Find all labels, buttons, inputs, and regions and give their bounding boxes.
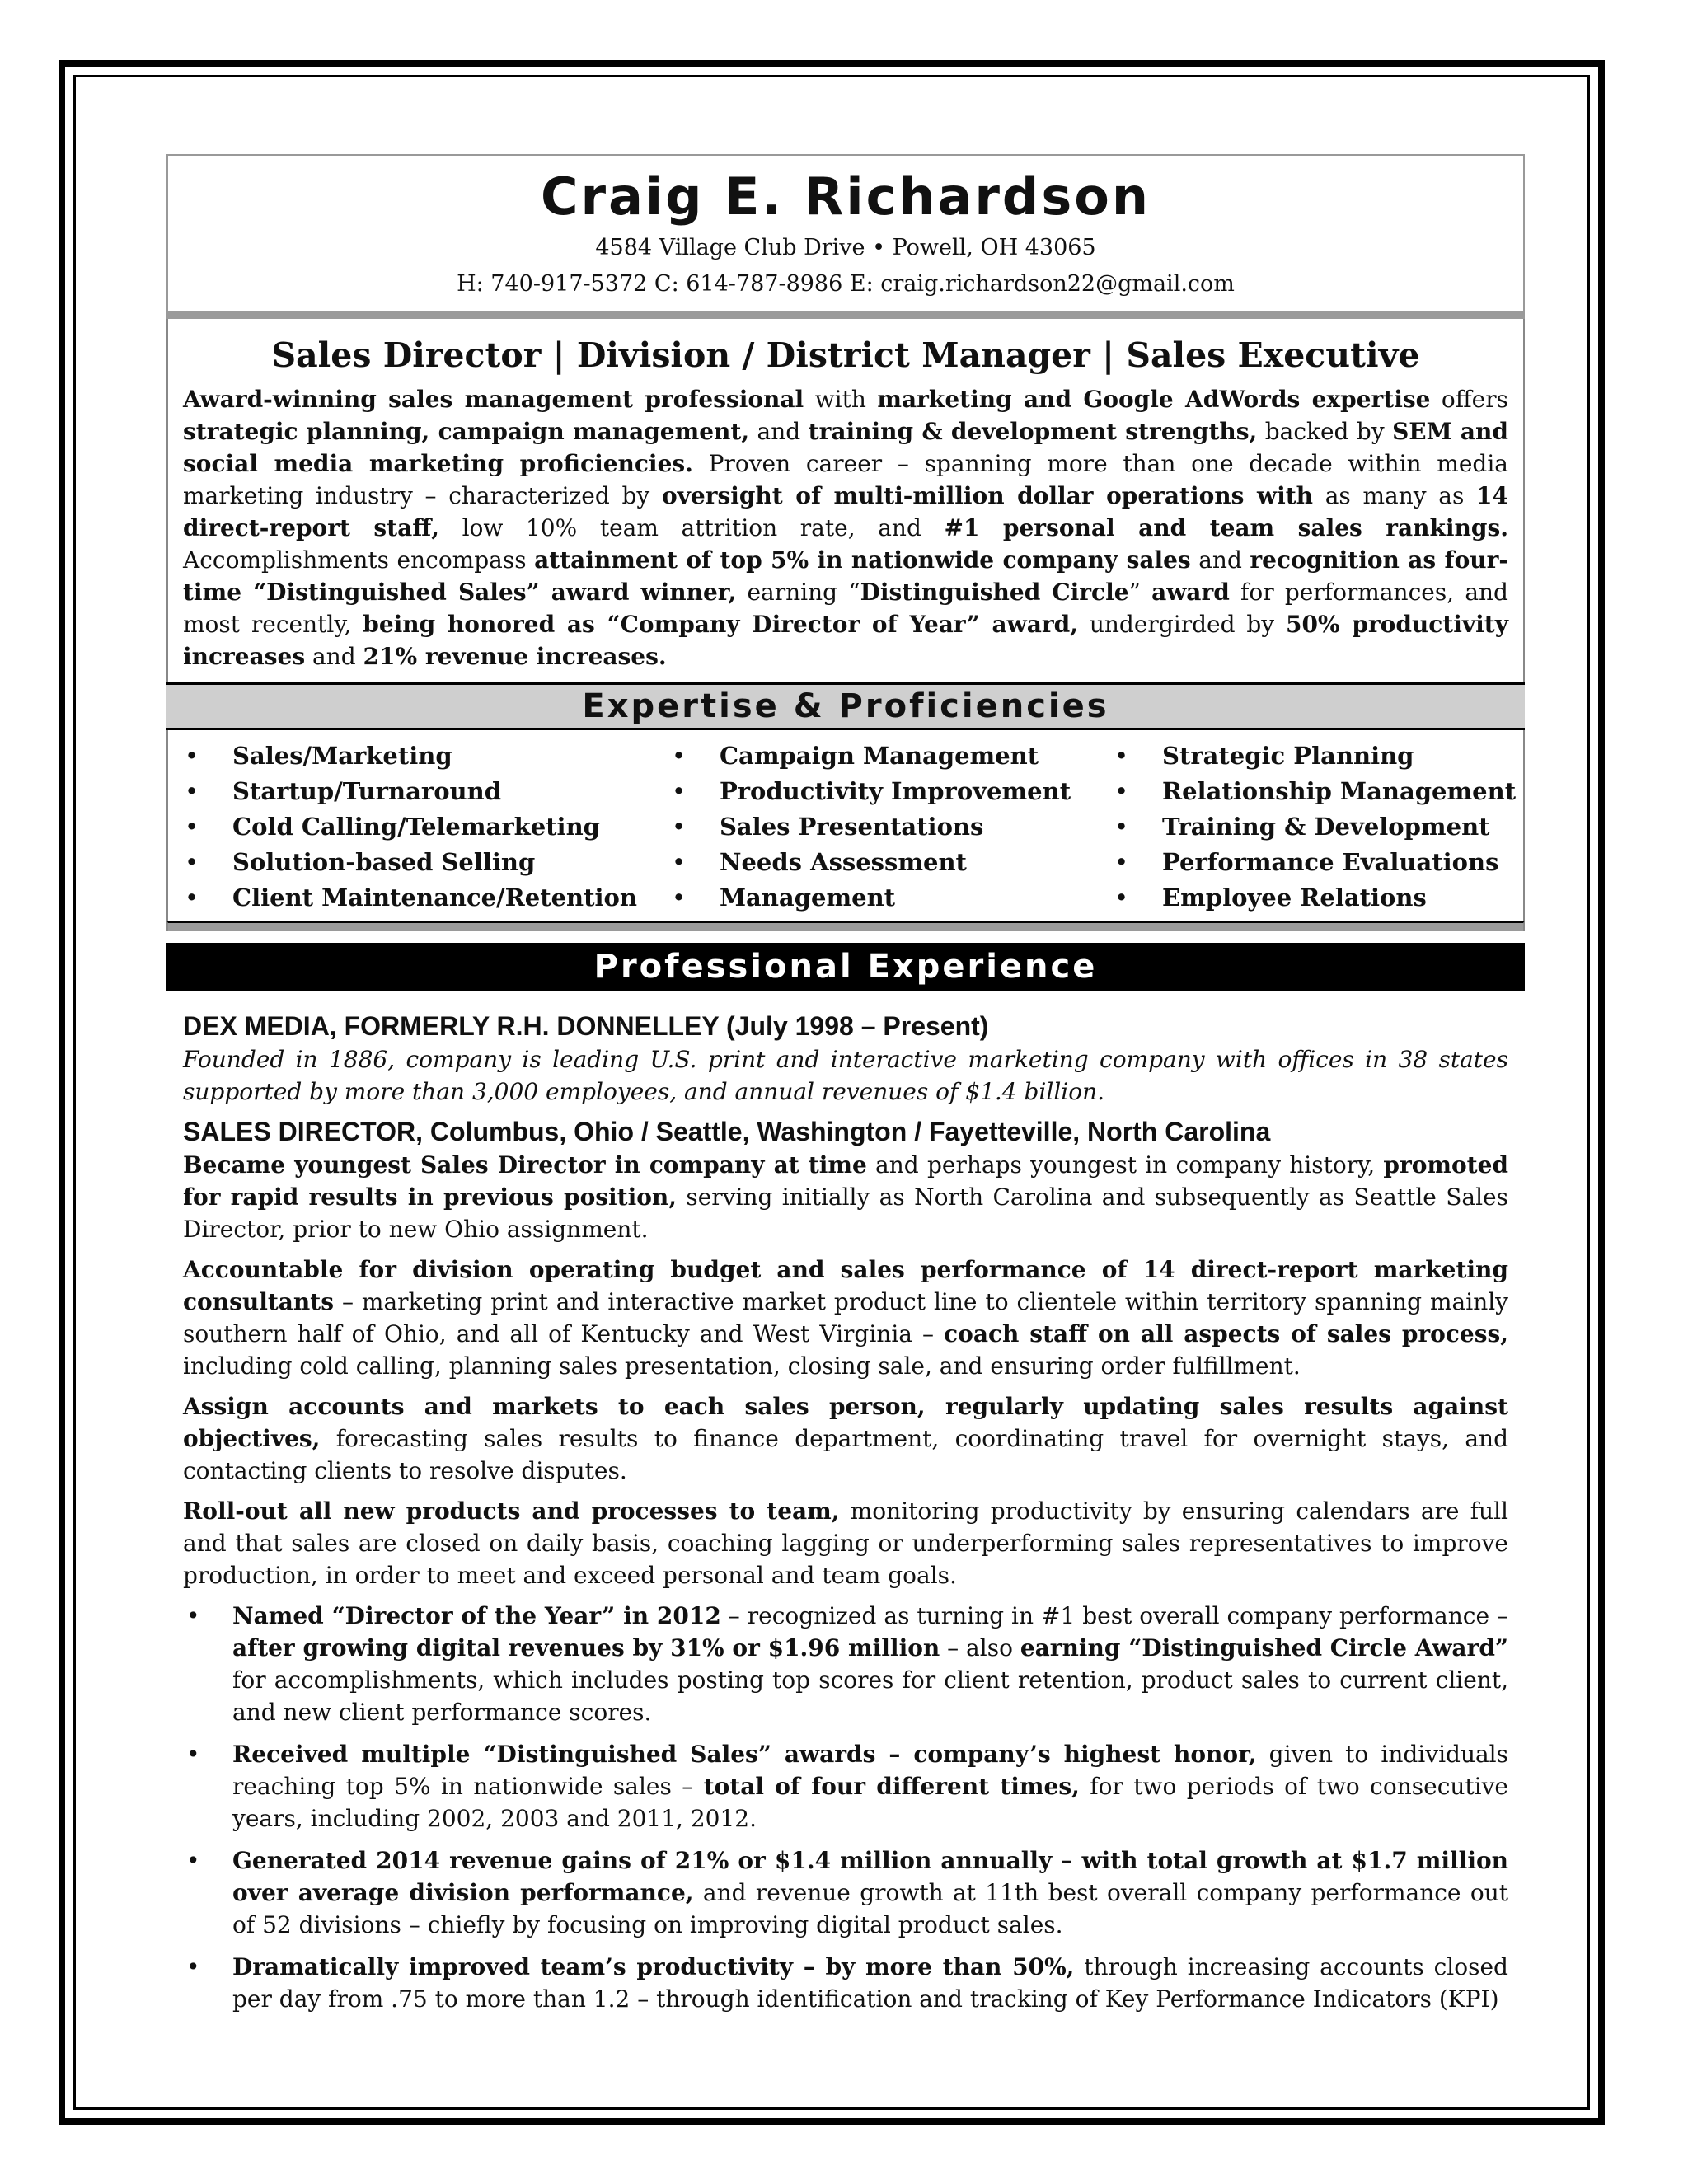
body-text: monitoring productivity by ensuring calendars are full and that sales are closed on daily basis, coaching lagging or underperforming sales representatives to improve production, in order to meet and exceed personal and team goals. bbox=[183, 1497, 1508, 1589]
bold-text: after growing digital revenues by 31% or $1.96 million bbox=[232, 1634, 940, 1661]
skill-item bbox=[1113, 845, 1508, 880]
bold-text: award bbox=[1151, 579, 1230, 606]
bold-text: strategic planning, campaign management, bbox=[183, 418, 750, 445]
bullet-icon: • bbox=[1114, 813, 1129, 841]
achievements-list bbox=[183, 1600, 1508, 2015]
skill-item bbox=[670, 774, 1113, 809]
skill-item bbox=[670, 809, 1113, 845]
bold-text: 50% productivity increases bbox=[183, 611, 1508, 670]
body-text: and perhaps youngest in company history, bbox=[866, 1151, 1384, 1179]
body-text: backed by bbox=[1257, 418, 1393, 445]
job-title: SALES DIRECTOR, Columbus, Ohio / Seattle, Washington / Fayetteville, North Carolina bbox=[183, 1117, 1271, 1146]
skill-label: Productivity Improvement bbox=[719, 777, 1071, 805]
skill-item bbox=[183, 809, 670, 845]
skill-label: Startup/Turnaround bbox=[232, 777, 501, 805]
bold-text: promoted for rapid results in previous position, bbox=[183, 1151, 1509, 1211]
achievement-item bbox=[183, 1600, 1508, 1728]
skill-label: Management bbox=[719, 883, 896, 912]
skills-column bbox=[183, 738, 670, 916]
body-text: through increasing accounts closed per day from .75 to more than 1.2 – through identification and tracking of Key Performance Indicators (KPI) bbox=[232, 1953, 1508, 2013]
bold-text: Distinguished Circle bbox=[860, 579, 1129, 606]
bold-text: Generated 2014 revenue gains of 21% or $1.4 million annually – with total growth at $1.7 million over average division performance, bbox=[232, 1847, 1508, 1906]
bold-text: Roll-out all new products and processes to team, bbox=[183, 1497, 840, 1525]
responsibility-paragraph bbox=[183, 1390, 1508, 1487]
skill-label: Campaign Management bbox=[719, 742, 1039, 770]
bold-text: Award-winning sales management professional bbox=[183, 386, 804, 413]
bold-text: Dramatically improved team’s productivity – by more than 50%, bbox=[232, 1953, 1075, 1980]
bullet-icon: • bbox=[1114, 848, 1129, 876]
body-text: and bbox=[749, 418, 809, 445]
contact-info: H: 740-917-5372 C: 614-787-8986 E: craig.richardson22@gmail.com bbox=[457, 271, 1235, 297]
bullet-icon: • bbox=[671, 813, 687, 841]
body-text: given to individuals reaching top 5% in nationwide sales – bbox=[232, 1741, 1508, 1800]
body-text: earning “ bbox=[736, 579, 860, 606]
bullet-icon: • bbox=[1114, 883, 1129, 912]
expertise-list bbox=[166, 730, 1525, 921]
bullet-icon: • bbox=[1114, 777, 1129, 805]
skill-label: Employee Relations bbox=[1162, 883, 1427, 912]
expertise-heading: Expertise & Proficiencies bbox=[166, 682, 1525, 730]
body-text: Accomplishments encompass bbox=[183, 546, 535, 574]
achievement-item bbox=[183, 1738, 1508, 1835]
skill-label: Training & Development bbox=[1162, 813, 1490, 841]
skill-label: Needs Assessment bbox=[719, 848, 967, 876]
bold-text: Became youngest Sales Director in company at time bbox=[183, 1151, 867, 1179]
bold-text: total of four different times, bbox=[703, 1773, 1080, 1800]
target-headline: Sales Director | Division / District Manager | Sales Executive bbox=[271, 335, 1420, 375]
body-text: undergirded by bbox=[1077, 611, 1287, 638]
bullet-icon: • bbox=[185, 813, 199, 841]
body-text: Proven career – spanning more than one decade within media marketing industry – characterized by bbox=[183, 450, 1508, 509]
body-text: serving initially as North Carolina and subsequently as Seattle Sales Director, prior to new Ohio assignment. bbox=[183, 1183, 1508, 1243]
summary-paragraph bbox=[183, 383, 1508, 673]
bold-text: 21% revenue increases. bbox=[363, 643, 667, 670]
skill-item bbox=[670, 880, 1113, 916]
body-text: and revenue growth at 11th best overall company performance out of 52 divisions – chiefly by focusing on improving digital product sales. bbox=[232, 1879, 1508, 1938]
candidate-name: Craig E. Richardson bbox=[541, 166, 1151, 227]
achievement-item bbox=[183, 1951, 1508, 2015]
company-title: DEX MEDIA, FORMERLY R.H. DONNELLEY (July 1998 – Present) bbox=[183, 1011, 989, 1041]
skill-label: Sales/Marketing bbox=[232, 742, 452, 770]
skill-item bbox=[1113, 809, 1508, 845]
bold-text: Named “Director of the Year” in 2012 bbox=[232, 1602, 721, 1629]
skill-item bbox=[183, 880, 670, 916]
achievement-item bbox=[183, 1844, 1508, 1941]
bold-text: 14 direct-report staff, bbox=[183, 482, 1509, 541]
skill-label: Relationship Management bbox=[1162, 777, 1517, 805]
skill-item bbox=[1113, 774, 1517, 809]
body-text: for accomplishments, which includes posting top scores for client retention, product sales to current client, and new client performance scores. bbox=[232, 1666, 1508, 1726]
resume-sheet bbox=[166, 154, 1525, 2025]
body-text: and bbox=[1190, 546, 1250, 574]
body-text: low 10% team attrition rate, and bbox=[438, 514, 945, 541]
skill-item bbox=[1113, 738, 1508, 774]
skill-label: Performance Evaluations bbox=[1162, 848, 1499, 876]
bold-text: marketing and Google AdWords expertise bbox=[877, 386, 1431, 413]
responsibility-paragraph bbox=[183, 1149, 1508, 1245]
bold-text: #1 personal and team sales rankings. bbox=[944, 514, 1508, 541]
summary-section bbox=[166, 319, 1525, 682]
skill-item bbox=[183, 845, 670, 880]
company-description: Founded in 1886, company is leading U.S. print and interactive marketing company with offices in 38 states supported by more than 3,000 employees, and annual revenues of $1.4 billion. bbox=[183, 1046, 1508, 1105]
experience-heading: Professional Experience bbox=[166, 943, 1525, 991]
bullet-icon: • bbox=[186, 1953, 200, 1980]
bullet-icon: • bbox=[185, 848, 199, 876]
bold-text: being honored as “Company Director of Year” award, bbox=[363, 611, 1078, 638]
body-text: ” bbox=[1128, 579, 1152, 606]
skill-item bbox=[1113, 880, 1508, 916]
responsibilities bbox=[183, 1149, 1508, 1591]
header-divider bbox=[166, 311, 1525, 319]
body-text: – marketing print and interactive market product line to clientele within territory spanning mainly southern half of Ohio, and all of Kentucky and West Virginia – bbox=[183, 1288, 1508, 1347]
body-text: including cold calling, planning sales presentation, closing sale, and ensuring order fulfillment. bbox=[183, 1352, 1301, 1380]
skill-label: Client Maintenance/Retention bbox=[232, 883, 637, 912]
bullet-icon: • bbox=[185, 777, 199, 805]
experience-section bbox=[166, 991, 1525, 2015]
bullet-icon: • bbox=[186, 1602, 200, 1629]
skill-label: Solution-based Selling bbox=[232, 848, 536, 876]
body-text: for two periods of two consecutive years, including 2002, 2003 and 2011, 2012. bbox=[232, 1773, 1509, 1832]
body-text: forecasting sales results to finance department, coordinating travel for overnight stays, and contacting clients to resolve disputes. bbox=[183, 1425, 1508, 1484]
skill-label: Strategic Planning bbox=[1162, 742, 1414, 770]
body-text: for performances, and most recently, bbox=[183, 579, 1508, 638]
body-text: and bbox=[305, 643, 363, 670]
bullet-icon: • bbox=[671, 883, 687, 912]
skill-item bbox=[183, 774, 670, 809]
body-text: – also bbox=[940, 1634, 1020, 1661]
bold-text: coach staff on all aspects of sales process, bbox=[944, 1320, 1508, 1347]
expertise-divider bbox=[166, 921, 1525, 931]
bullet-icon: • bbox=[671, 742, 687, 770]
skills-column bbox=[670, 738, 1113, 916]
bullet-icon: • bbox=[186, 1741, 200, 1768]
skill-item bbox=[183, 738, 670, 774]
skill-label: Cold Calling/Telemarketing bbox=[232, 813, 600, 841]
bold-text: Received multiple “Distinguished Sales” awards – company’s highest honor, bbox=[232, 1741, 1257, 1768]
bullet-icon: • bbox=[185, 742, 199, 770]
body-text: with bbox=[804, 386, 878, 413]
responsibility-paragraph bbox=[183, 1254, 1508, 1382]
skill-label: Sales Presentations bbox=[719, 813, 984, 841]
skill-item bbox=[670, 845, 1113, 880]
bold-text: earning “Distinguished Circle Award” bbox=[1020, 1634, 1508, 1661]
body-text: – recognized as turning in #1 best overall company performance – bbox=[720, 1602, 1509, 1629]
bold-text: Accountable for division operating budget and sales performance of 14 direct-report marketing consultants bbox=[183, 1256, 1508, 1315]
contact-header bbox=[166, 154, 1525, 311]
bold-text: oversight of multi-million dollar operations with bbox=[661, 482, 1313, 509]
bold-text: attainment of top 5% in nationwide company sales bbox=[534, 546, 1191, 574]
mailing-address: 4584 Village Club Drive • Powell, OH 43065 bbox=[595, 235, 1096, 260]
skill-item bbox=[670, 738, 1113, 774]
bullet-icon: • bbox=[1114, 742, 1129, 770]
responsibility-paragraph bbox=[183, 1495, 1508, 1591]
bold-text: recognition as four-time “Distinguished Sales” award winner, bbox=[183, 546, 1509, 606]
bullet-icon: • bbox=[186, 1847, 200, 1874]
bullet-icon: • bbox=[671, 848, 687, 876]
skills-column bbox=[1113, 738, 1517, 916]
bold-text: Assign accounts and markets to each sales person, regularly updating sales results against objectives, bbox=[183, 1393, 1508, 1452]
bold-text: SEM and social media marketing proficiencies. bbox=[183, 418, 1508, 477]
body-text: as many as bbox=[1313, 482, 1477, 509]
body-text: offers bbox=[1430, 386, 1508, 413]
bold-text: training & development strengths, bbox=[808, 418, 1258, 445]
bullet-icon: • bbox=[185, 883, 199, 912]
bullet-icon: • bbox=[671, 777, 687, 805]
